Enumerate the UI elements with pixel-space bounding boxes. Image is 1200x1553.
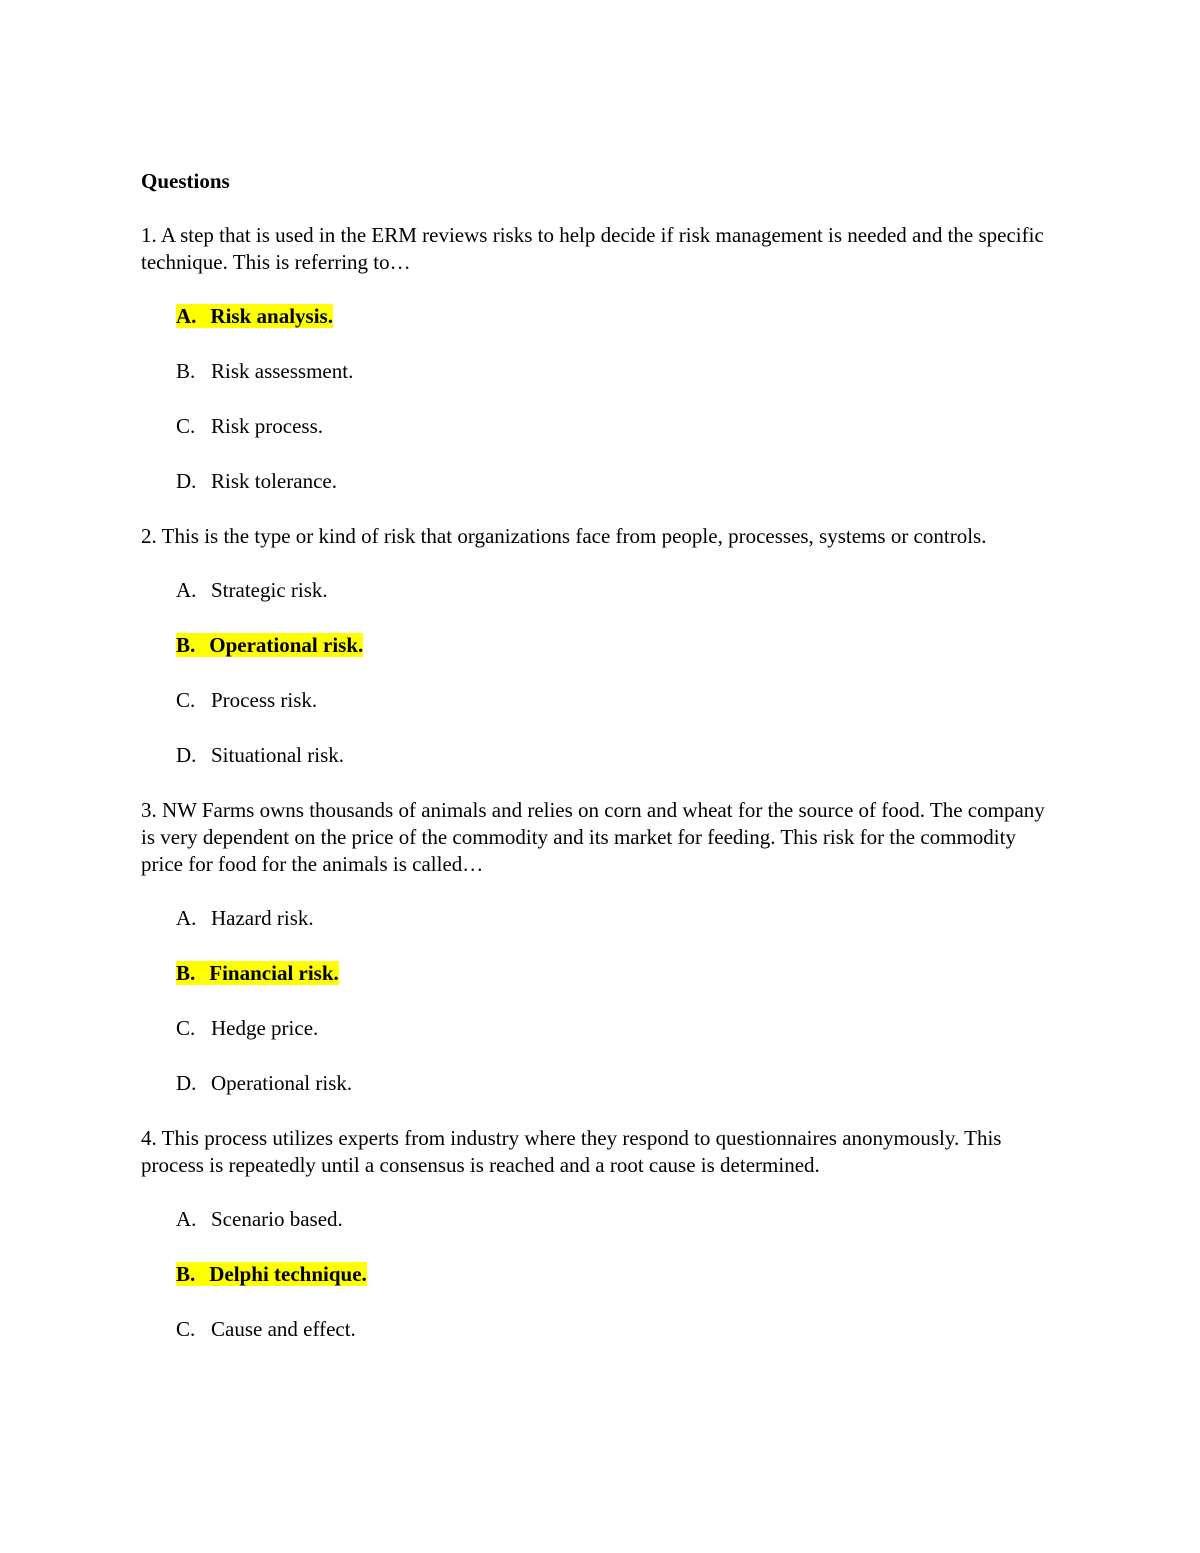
answer-letter: A.	[176, 304, 197, 328]
answer-letter: A.	[176, 1207, 197, 1231]
answer-text: Operational risk.	[211, 1071, 353, 1095]
answer-highlight	[176, 961, 339, 985]
answer-options	[141, 303, 1061, 495]
answer-option	[176, 1316, 1061, 1343]
answer-letter: A.	[176, 578, 197, 602]
answer-text: Risk tolerance.	[211, 469, 337, 493]
answer-text: Strategic risk.	[211, 578, 328, 602]
answer-highlight	[176, 1262, 367, 1286]
answer-text: Situational risk.	[211, 743, 344, 767]
answer-options	[141, 577, 1061, 769]
question-text: 4. This process utilizes experts from industry where they respond to questionnaires anonymously. This process is repeatedly until a consensus is reached and a root cause is determined.	[141, 1126, 1002, 1177]
answer-option	[176, 468, 1061, 495]
answer-highlight	[176, 304, 333, 328]
answer-option	[176, 577, 1061, 604]
answer-option-correct	[176, 303, 1061, 330]
answer-option	[176, 905, 1061, 932]
answer-option-correct	[176, 960, 1061, 987]
answer-text: Risk analysis.	[210, 304, 333, 328]
question-block-4	[141, 1125, 1061, 1343]
question-block-2	[141, 523, 1061, 769]
question-text: 1. A step that is used in the ERM reviews risks to help decide if risk management is needed and the specific technique. This is referring to…	[141, 223, 1044, 274]
answer-text: Cause and effect.	[211, 1317, 356, 1341]
answer-options	[141, 1206, 1061, 1343]
answer-option	[176, 687, 1061, 714]
answer-letter: C.	[176, 1317, 196, 1341]
answer-text: Financial risk.	[209, 961, 339, 985]
answer-letter: B.	[176, 961, 196, 985]
answer-letter: B.	[176, 1262, 196, 1286]
answer-options	[141, 905, 1061, 1097]
answer-text: Risk process.	[211, 414, 323, 438]
answer-option	[176, 1206, 1061, 1233]
document-heading: Questions	[141, 169, 230, 193]
answer-letter: B.	[176, 633, 196, 657]
answer-text: Operational risk.	[209, 633, 364, 657]
question-block-3	[141, 797, 1061, 1097]
answer-text: Scenario based.	[211, 1207, 343, 1231]
question-text: 2. This is the type or kind of risk that organizations face from people, processes, systems or controls.	[141, 524, 987, 548]
answer-letter: D.	[176, 469, 197, 493]
answer-text: Delphi technique.	[209, 1262, 367, 1286]
answer-option-correct	[176, 632, 1061, 659]
question-block-1	[141, 222, 1061, 495]
answer-text: Risk assessment.	[211, 359, 354, 383]
answer-text: Hazard risk.	[211, 906, 314, 930]
answer-option	[176, 413, 1061, 440]
answer-letter: B.	[176, 359, 196, 383]
answer-letter: D.	[176, 743, 197, 767]
answer-letter: C.	[176, 414, 196, 438]
answer-option	[176, 742, 1061, 769]
answer-option	[176, 1070, 1061, 1097]
question-text: 3. NW Farms owns thousands of animals and relies on corn and wheat for the source of food. The company is very dependent on the price of the commodity and its market for feeding. This risk for the commodity price for food for the animals is called…	[141, 798, 1045, 876]
document-page	[141, 168, 1061, 1371]
answer-option-correct	[176, 1261, 1061, 1288]
answer-letter: D.	[176, 1071, 197, 1095]
answer-option	[176, 358, 1061, 385]
answer-letter: A.	[176, 906, 197, 930]
answer-highlight	[176, 633, 363, 657]
answer-text: Process risk.	[211, 688, 318, 712]
answer-text: Hedge price.	[211, 1016, 319, 1040]
answer-letter: C.	[176, 688, 196, 712]
answer-letter: C.	[176, 1016, 196, 1040]
answer-option	[176, 1015, 1061, 1042]
